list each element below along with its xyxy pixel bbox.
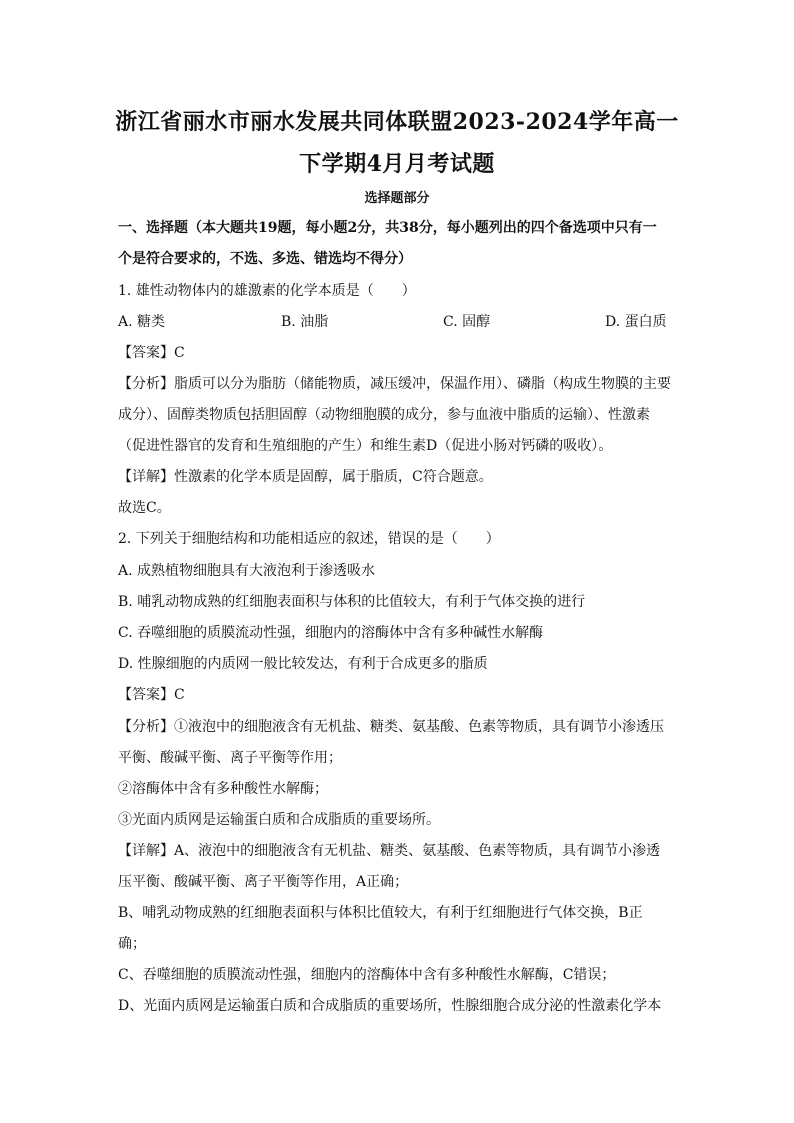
question-2-detail-line: 【详解】A、液泡中的细胞液含有无机盐、糖类、氨基酸、色素等物质，具有调节小渗透 — [118, 843, 661, 859]
question-2-option-d: D. 性腺细胞的内质网一般比较发达，有利于合成更多的脂质 — [118, 656, 488, 672]
question-2-analysis-line: 【分析】①液泡中的细胞液含有无机盐、糖类、氨基酸、色素等物质，具有调节小渗透压 — [118, 719, 664, 735]
question-2-detail-line: C、吞噬细胞的质膜流动性强，细胞内的溶酶体中含有多种酸性水解酶，C错误； — [118, 967, 616, 983]
question-2-detail-line: B、哺乳动物成熟的红细胞表面积与体积比值较大，有利于红细胞进行气体交换，B正 — [118, 905, 643, 921]
question-1-analysis-line: 【分析】脂质可以分为脂肪（储能物质，减压缓冲，保温作用）、磷脂（构成生物膜的主要 — [118, 376, 671, 392]
question-1-option-d: D. 蛋白质 — [605, 314, 667, 330]
question-1-answer: 【答案】C — [118, 345, 185, 361]
question-2-analysis-line: ③光面内质网是运输蛋白质和合成脂质的重要场所。 — [118, 812, 440, 828]
question-1-option-a: A. 糖类 — [118, 314, 166, 330]
question-1-option-b: B. 油脂 — [281, 314, 329, 330]
question-1-analysis-line: 成分）、固醇类物质包括胆固醇（动物细胞膜的成分，参与血液中脂质的运输）、性激素 — [118, 407, 650, 423]
question-1-conclusion: 故选C。 — [118, 500, 171, 516]
document-title-line-2: 下学期4月月考试题 — [299, 151, 495, 177]
question-1-option-c: C. 固醇 — [443, 314, 491, 330]
document-title-line-1: 浙江省丽水市丽水发展共同体联盟2023-2024学年高一 — [115, 109, 679, 135]
question-2-analysis-line: ②溶酶体中含有多种酸性水解酶； — [118, 781, 328, 797]
question-2-detail-line: 确； — [118, 936, 146, 952]
question-2-option-a: A. 成熟植物细胞具有大液泡利于渗透吸水 — [118, 563, 376, 579]
question-2-option-c: C. 吞噬细胞的质膜流动性强，细胞内的溶酶体中含有多种碱性水解酶 — [118, 625, 544, 641]
question-1-detail: 【详解】性激素的化学本质是固醇，属于脂质，C符合题意。 — [118, 469, 493, 485]
question-1-stem: 1. 雄性动物体内的雄激素的化学本质是（ ） — [118, 283, 416, 299]
question-2-answer: 【答案】C — [118, 687, 185, 703]
question-2-analysis-line: 平衡、酸碱平衡、离子平衡等作用； — [118, 750, 342, 766]
question-2-stem: 2. 下列关于细胞结构和功能相适应的叙述，错误的是（ ） — [118, 531, 500, 547]
section-title: 选择题部分 — [364, 191, 430, 206]
question-2-detail-line: D、光面内质网是运输蛋白质和合成脂质的重要场所，性腺细胞合成分泌的性激素化学本 — [118, 998, 662, 1014]
question-2-detail-line: 压平衡、酸碱平衡、离子平衡等作用，A正确； — [118, 874, 409, 890]
question-1-analysis-line: （促进性器官的发育和生殖细胞的产生）和维生素D（促进小肠对钙磷的吸收）。 — [118, 438, 613, 454]
section-instructions-line-1: 一、选择题（本大题共19题，每小题2分，共38分，每小题列出的四个备选项中只有一 — [118, 220, 657, 236]
section-instructions-line-2: 个是符合要求的，不选、多选、错选均不得分） — [118, 251, 412, 267]
question-2-option-b: B. 哺乳动物成熟的红细胞表面积与体积的比值较大，有利于气体交换的进行 — [118, 594, 586, 610]
